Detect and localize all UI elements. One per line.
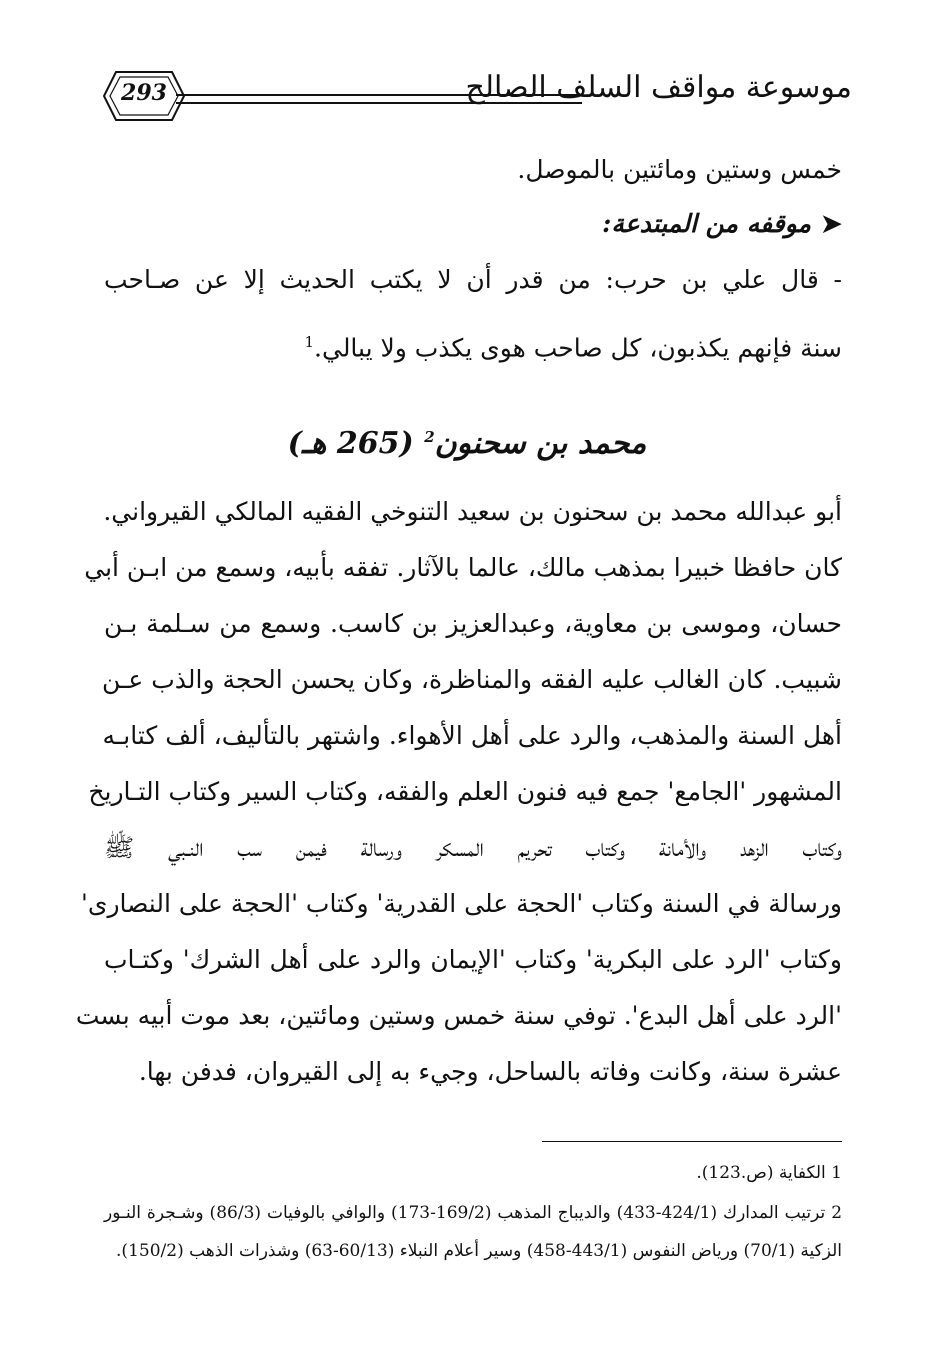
quote-line-1: - قال علي بن حرب: من قدر أن لا يكتب الحديث إلا عن صـاحب (104, 265, 842, 294)
bio-line: كان حافظا خبيرا بمذهب مالك، عالما بالآثار. تفقه بأبيه، وسمع من ابـن أبي (84, 553, 842, 582)
footnote-separator (542, 1141, 842, 1142)
biography-date: (265 هـ) (287, 426, 414, 461)
section-subheading (602, 206, 842, 242)
bio-line: المشهور 'الجامع' جمع فيه فنون العلم والفقه، وكتاب السير وكتاب التـاريخ (88, 777, 842, 806)
bio-line: أبو عبدالله محمد بن سحنون بن سعيد التنوخي الفقيه المالكي القيرواني. (103, 497, 842, 526)
page-number-badge (102, 68, 186, 124)
biography-title (0, 426, 934, 461)
bio-line: وكتاب الزهد والأمانة وكتاب تحريم المسكر ورسالة فيمن سب النـبي ﷺ (104, 833, 842, 862)
page-number: 293 (121, 80, 167, 106)
bio-line: ورسالة في السنة وكتاب 'الحجة على القدرية' وكتاب 'الحجة على النصارى' (81, 889, 842, 918)
bio-line: شبيب. كان الغالب عليه الفقه والمناظرة، وكان يحسن الحجة والذب عـن (102, 665, 842, 694)
bio-line: أهل السنة والمذهب، والرد على أهل الأهواء. واشتهر بالتأليف، ألف كتابـه (102, 721, 842, 750)
footnote-ref-1: 1 (304, 333, 315, 351)
bio-line: وكتاب 'الرد على البكرية' وكتاب 'الإيمان والرد على أهل الشرك' وكتـاب (104, 945, 842, 974)
quote-line-2 (304, 324, 842, 366)
footnote-ref-2: 2 (424, 428, 435, 446)
footnote-1: 1 الكفاية (ص.123). (696, 1163, 842, 1183)
footnote-2-line-1: 2 ترتيب المدارك (424/1-433) والديباج المذهب (169/2-173) والوافي بالوفيات (86/3) وشـجرة النـور (104, 1203, 843, 1223)
biography-name: محمد بن سحنون (434, 426, 647, 461)
bio-line: 'الرد على أهل البدع'. توفي سنة خمس وستين ومائتين، بعد موت أبيه بست (75, 1001, 842, 1030)
running-title: موسوعة مواقف السلف الصالح (465, 70, 852, 105)
bio-line: حسان، وموسى بن معاوية، وعبدالعزيز بن كاسب. وسمع من سـلمة بـن (104, 609, 842, 638)
page-header (92, 68, 852, 132)
subheading-text: موقفه من المبتدعة: (602, 209, 812, 238)
quote-line-2-text: سنة فإنهم يكذبون، كل صاحب هوى يكذب ولا يبالي. (314, 333, 842, 363)
continuation-line: خمس وستين ومائتين بالموصل. (517, 155, 842, 184)
arrow-icon: ➤ (821, 209, 842, 238)
bio-line: عشرة سنة، وكانت وفاته بالساحل، وجيء به إلى القيروان، فدفن بها. (138, 1057, 842, 1086)
footnote-2-line-2: الزكية (70/1) ورياض النفوس (443/1-458) وسير أعلام النبلاء (60/13-63) وشذرات الذهب (150/2). (116, 1241, 842, 1261)
